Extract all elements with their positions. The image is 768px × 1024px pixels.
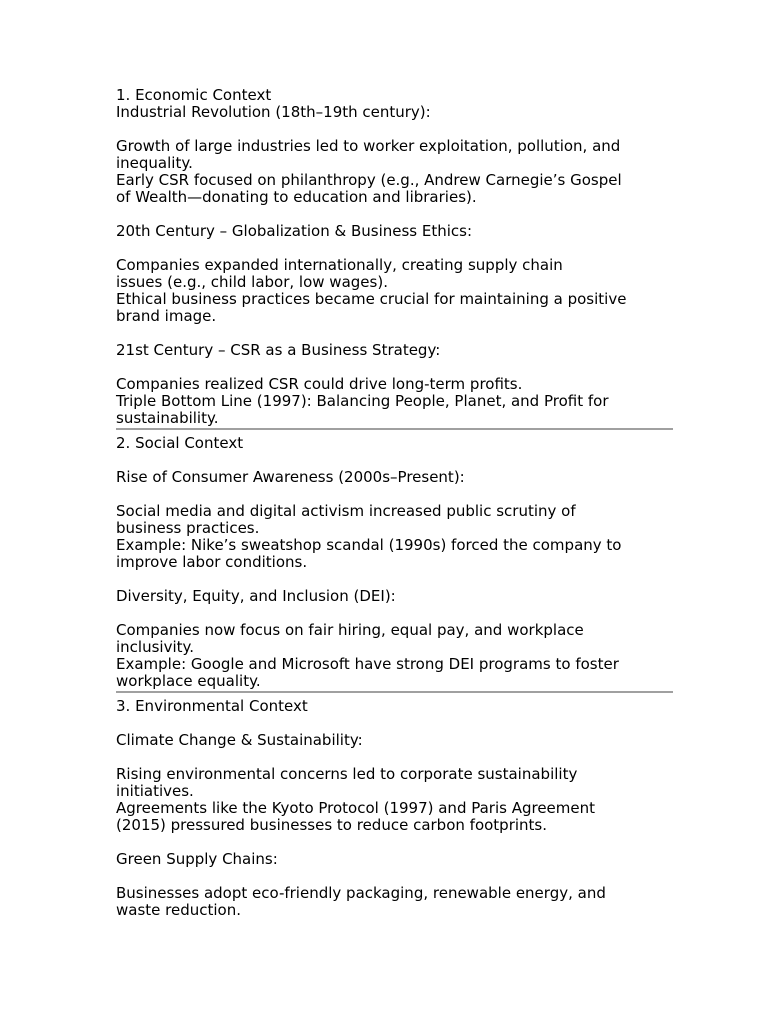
body-line: Example: Nike’s sweatshop scandal (1990s) forced the company to bbox=[116, 536, 622, 554]
body-line: Agreements like the Kyoto Protocol (1997) and Paris Agreement bbox=[116, 799, 596, 817]
body-line: inequality. bbox=[116, 154, 193, 172]
body-line: Industrial Revolution (18th–19th century): bbox=[116, 103, 431, 121]
subheading: 21st Century – CSR as a Business Strategy: bbox=[116, 341, 441, 359]
body-line: brand image. bbox=[116, 307, 217, 325]
body-line: sustainability. bbox=[116, 409, 219, 427]
body-line: Growth of large industries led to worker exploitation, pollution, and bbox=[116, 137, 621, 155]
body-line: (2015) pressured businesses to reduce carbon footprints. bbox=[116, 816, 548, 834]
body-line: improve labor conditions. bbox=[116, 553, 308, 571]
body-line: inclusivity. bbox=[116, 638, 195, 656]
subheading: Diversity, Equity, and Inclusion (DEI): bbox=[116, 587, 396, 605]
subheading: 20th Century – Globalization & Business Ethics: bbox=[116, 222, 473, 240]
body-line: Example: Google and Microsoft have strong DEI programs to foster bbox=[116, 655, 619, 673]
body-line: Rising environmental concerns led to corporate sustainability bbox=[116, 765, 578, 783]
subheading: Green Supply Chains: bbox=[116, 850, 278, 868]
body-line: Early CSR focused on philanthropy (e.g., Andrew Carnegie’s Gospel bbox=[116, 171, 622, 189]
subheading: Climate Change & Sustainability: bbox=[116, 731, 363, 749]
section-social bbox=[116, 435, 673, 690]
section-heading: 2. Social Context bbox=[116, 434, 244, 452]
body-line: workplace equality. bbox=[116, 672, 261, 690]
section-economic bbox=[116, 87, 673, 427]
body-line: Triple Bottom Line (1997): Balancing People, Planet, and Profit for bbox=[116, 392, 609, 410]
body-line: initiatives. bbox=[116, 782, 194, 800]
subheading: Rise of Consumer Awareness (2000s–Present): bbox=[116, 468, 465, 486]
document-page bbox=[116, 87, 673, 919]
body-line: Ethical business practices became crucial for maintaining a positive bbox=[116, 290, 627, 308]
body-line: business practices. bbox=[116, 519, 260, 537]
body-line: Social media and digital activism increased public scrutiny of bbox=[116, 502, 576, 520]
section-heading: 1. Economic Context bbox=[116, 86, 272, 104]
section-environmental bbox=[116, 698, 673, 919]
section-divider bbox=[116, 428, 673, 430]
body-line: Companies realized CSR could drive long-term profits. bbox=[116, 375, 523, 393]
section-divider bbox=[116, 691, 673, 693]
body-line: Businesses adopt eco-friendly packaging, renewable energy, and bbox=[116, 884, 606, 902]
body-line: of Wealth—donating to education and libraries). bbox=[116, 188, 477, 206]
body-line: waste reduction. bbox=[116, 901, 241, 919]
body-line: Companies now focus on fair hiring, equal pay, and workplace bbox=[116, 621, 584, 639]
body-line: Companies expanded internationally, creating supply chain bbox=[116, 256, 563, 274]
section-heading: 3. Environmental Context bbox=[116, 697, 308, 715]
body-line: issues (e.g., child labor, low wages). bbox=[116, 273, 388, 291]
